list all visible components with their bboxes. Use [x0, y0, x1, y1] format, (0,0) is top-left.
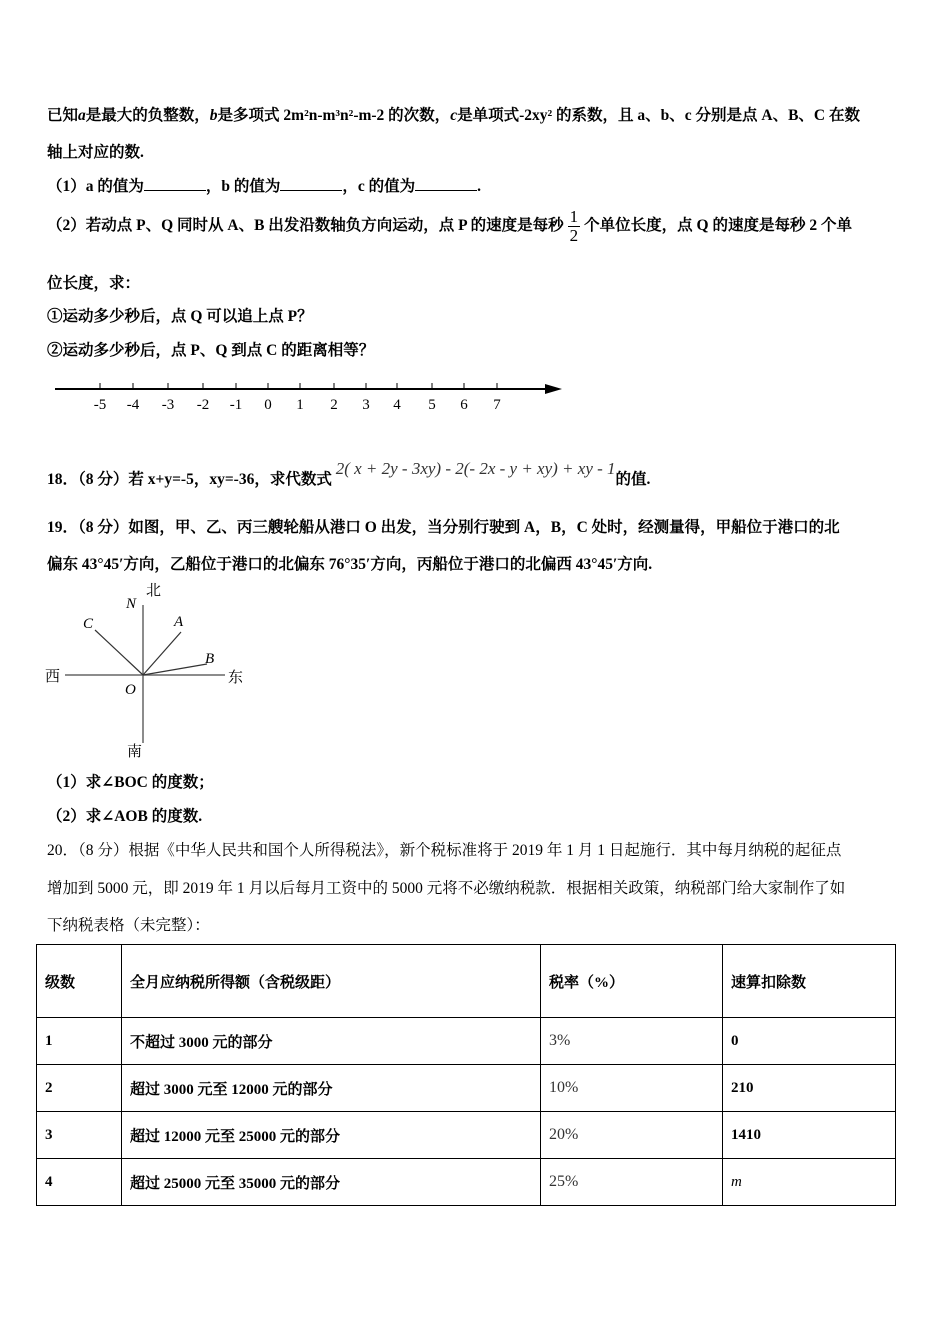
table-cell: 0 [723, 1018, 896, 1065]
label-A: A [174, 614, 184, 630]
text: 是最大的负整数， [85, 107, 210, 124]
label-north: 北 [146, 583, 162, 599]
table-cell: 4 [37, 1159, 122, 1206]
q17-line1-full [47, 103, 907, 125]
q19-line1: 19．（8 分）如图，甲、乙、丙三艘轮船从港口 O 出发，当分别行驶到 A，B，C 处时，经测量得，甲船位于港口的北 [47, 519, 840, 536]
text: 个单位长度，点 Q 的速度是每秒 2 个单 [584, 217, 852, 235]
tick-label: 3 [362, 397, 370, 413]
table-cell: 210 [723, 1065, 896, 1112]
tick-label: -4 [126, 397, 140, 413]
formula: 2( x + 2y - 3xy) - 2(- 2x - y + xy) + xy - 1 [335, 459, 616, 478]
text: 是多项式 2m²n-m³n²-m-2 的次数， [217, 107, 451, 124]
compass-diagram [40, 578, 260, 763]
tick-label: -1 [229, 397, 243, 413]
table-cell: 2 [37, 1065, 122, 1112]
table-header [37, 945, 896, 1018]
numerator: 1 [569, 207, 579, 226]
tick-label: 7 [493, 397, 501, 413]
tick-label: -3 [161, 397, 175, 413]
table-cell: 10% [541, 1065, 723, 1112]
tick-label: 0 [264, 397, 272, 413]
var: a [78, 107, 86, 124]
text: ，c 的值为 [342, 178, 416, 195]
var: b [209, 107, 218, 124]
q19-sub2: （2）求∠AOB 的度数. [47, 808, 203, 825]
fraction [568, 208, 581, 245]
table-cell: 3% [541, 1018, 723, 1065]
q19-line2: 偏东 43°45′方向，乙船位于港口的北偏东 76°35′方向，丙船位于港口的北偏西 43°45′方向. [47, 556, 653, 573]
text: . [477, 178, 482, 195]
text: a 的值为 [85, 178, 144, 195]
q18-line [47, 459, 651, 489]
text: ，b 的值为 [205, 178, 281, 195]
label-west: 西 [45, 669, 61, 685]
table-row [37, 1159, 896, 1206]
label-east: 东 [228, 670, 244, 686]
table-cell: m [723, 1159, 896, 1206]
table-cell: 1410 [723, 1112, 896, 1159]
q17-sub1: ①运动多少秒后，点 Q 可以追上点 P？ [47, 308, 313, 325]
answer-blank-c[interactable] [415, 178, 477, 191]
table-row [37, 1018, 896, 1065]
table-cell: 20% [541, 1112, 723, 1159]
header-cell: 税率（%） [541, 945, 723, 1018]
table-cell: 3 [37, 1112, 122, 1159]
table-cell: 不超过 3000 元的部分 [122, 1018, 541, 1065]
q17-sub2: ②运动多少秒后，点 P、Q 到点 C 的距离相等？ [47, 342, 375, 359]
tick-label: 2 [330, 397, 338, 413]
answer-blank-a[interactable] [144, 178, 206, 191]
text: （1） [47, 178, 86, 195]
header-cell: 速算扣除数 [723, 945, 896, 1018]
q17-part2 [47, 208, 852, 245]
header-cell: 全月应纳税所得额（含税级距） [122, 945, 541, 1018]
q20-line3: 下纳税表格（未完整）： [47, 917, 210, 934]
q19-sub1: （1）求∠BOC 的度数； [47, 774, 214, 791]
arrow-icon [545, 384, 562, 394]
text: 是单项式-2xy² 的系数，且 a、b、c 分别是点 A、B、C 在数 [457, 107, 860, 124]
tick-label: -5 [93, 397, 107, 413]
var: c [450, 107, 458, 124]
label-N: N [126, 596, 137, 612]
tick-label: 1 [296, 397, 304, 413]
text: 的值. [615, 471, 651, 488]
q20-line1: 20．（8 分）根据《中华人民共和国个人所得税法》，新个税标准将于 2019 年 1 月 1 日起施行．其中每月纳税的起征点 [47, 842, 842, 859]
tick-label: 6 [460, 397, 468, 413]
denominator: 2 [569, 226, 579, 245]
table-cell: 超过 25000 元至 35000 元的部分 [122, 1159, 541, 1206]
label-C: C [83, 616, 94, 632]
tick-label: 5 [428, 397, 436, 413]
q20-line2: 增加到 5000 元，即 2019 年 1 月以后每月工资中的 5000 元将不必缴纳税款．根据相关政策，纳税部门给大家制作了如 [47, 880, 846, 897]
table-cell: 1 [37, 1018, 122, 1065]
number-line [0, 370, 600, 420]
q17-part2-line2: 位长度，求： [47, 275, 141, 292]
text: 18．（8 分）若 x+y=-5，xy=-36，求代数式 [47, 471, 332, 488]
tax-table [36, 944, 896, 1206]
text: 已知 [47, 107, 79, 124]
answer-blank-b[interactable] [280, 178, 342, 191]
table-row [37, 1065, 896, 1112]
tick-label: -2 [196, 397, 210, 413]
label-O: O [125, 682, 136, 698]
label-south: 南 [127, 744, 143, 760]
table-cell: 超过 12000 元至 25000 元的部分 [122, 1112, 541, 1159]
table-cell: 超过 3000 元至 12000 元的部分 [122, 1065, 541, 1112]
text: （2）若动点 P、Q 同时从 A、B 出发沿数轴负方向运动，点 P 的速度是每秒 [47, 217, 564, 235]
tick-label: 4 [393, 397, 401, 413]
q17-line2: 轴上对应的数. [47, 144, 144, 161]
table-cell: 25% [541, 1159, 723, 1206]
q17-part1 [47, 174, 481, 196]
table-row [37, 1112, 896, 1159]
label-B: B [205, 651, 215, 667]
header-cell: 级数 [37, 945, 122, 1018]
